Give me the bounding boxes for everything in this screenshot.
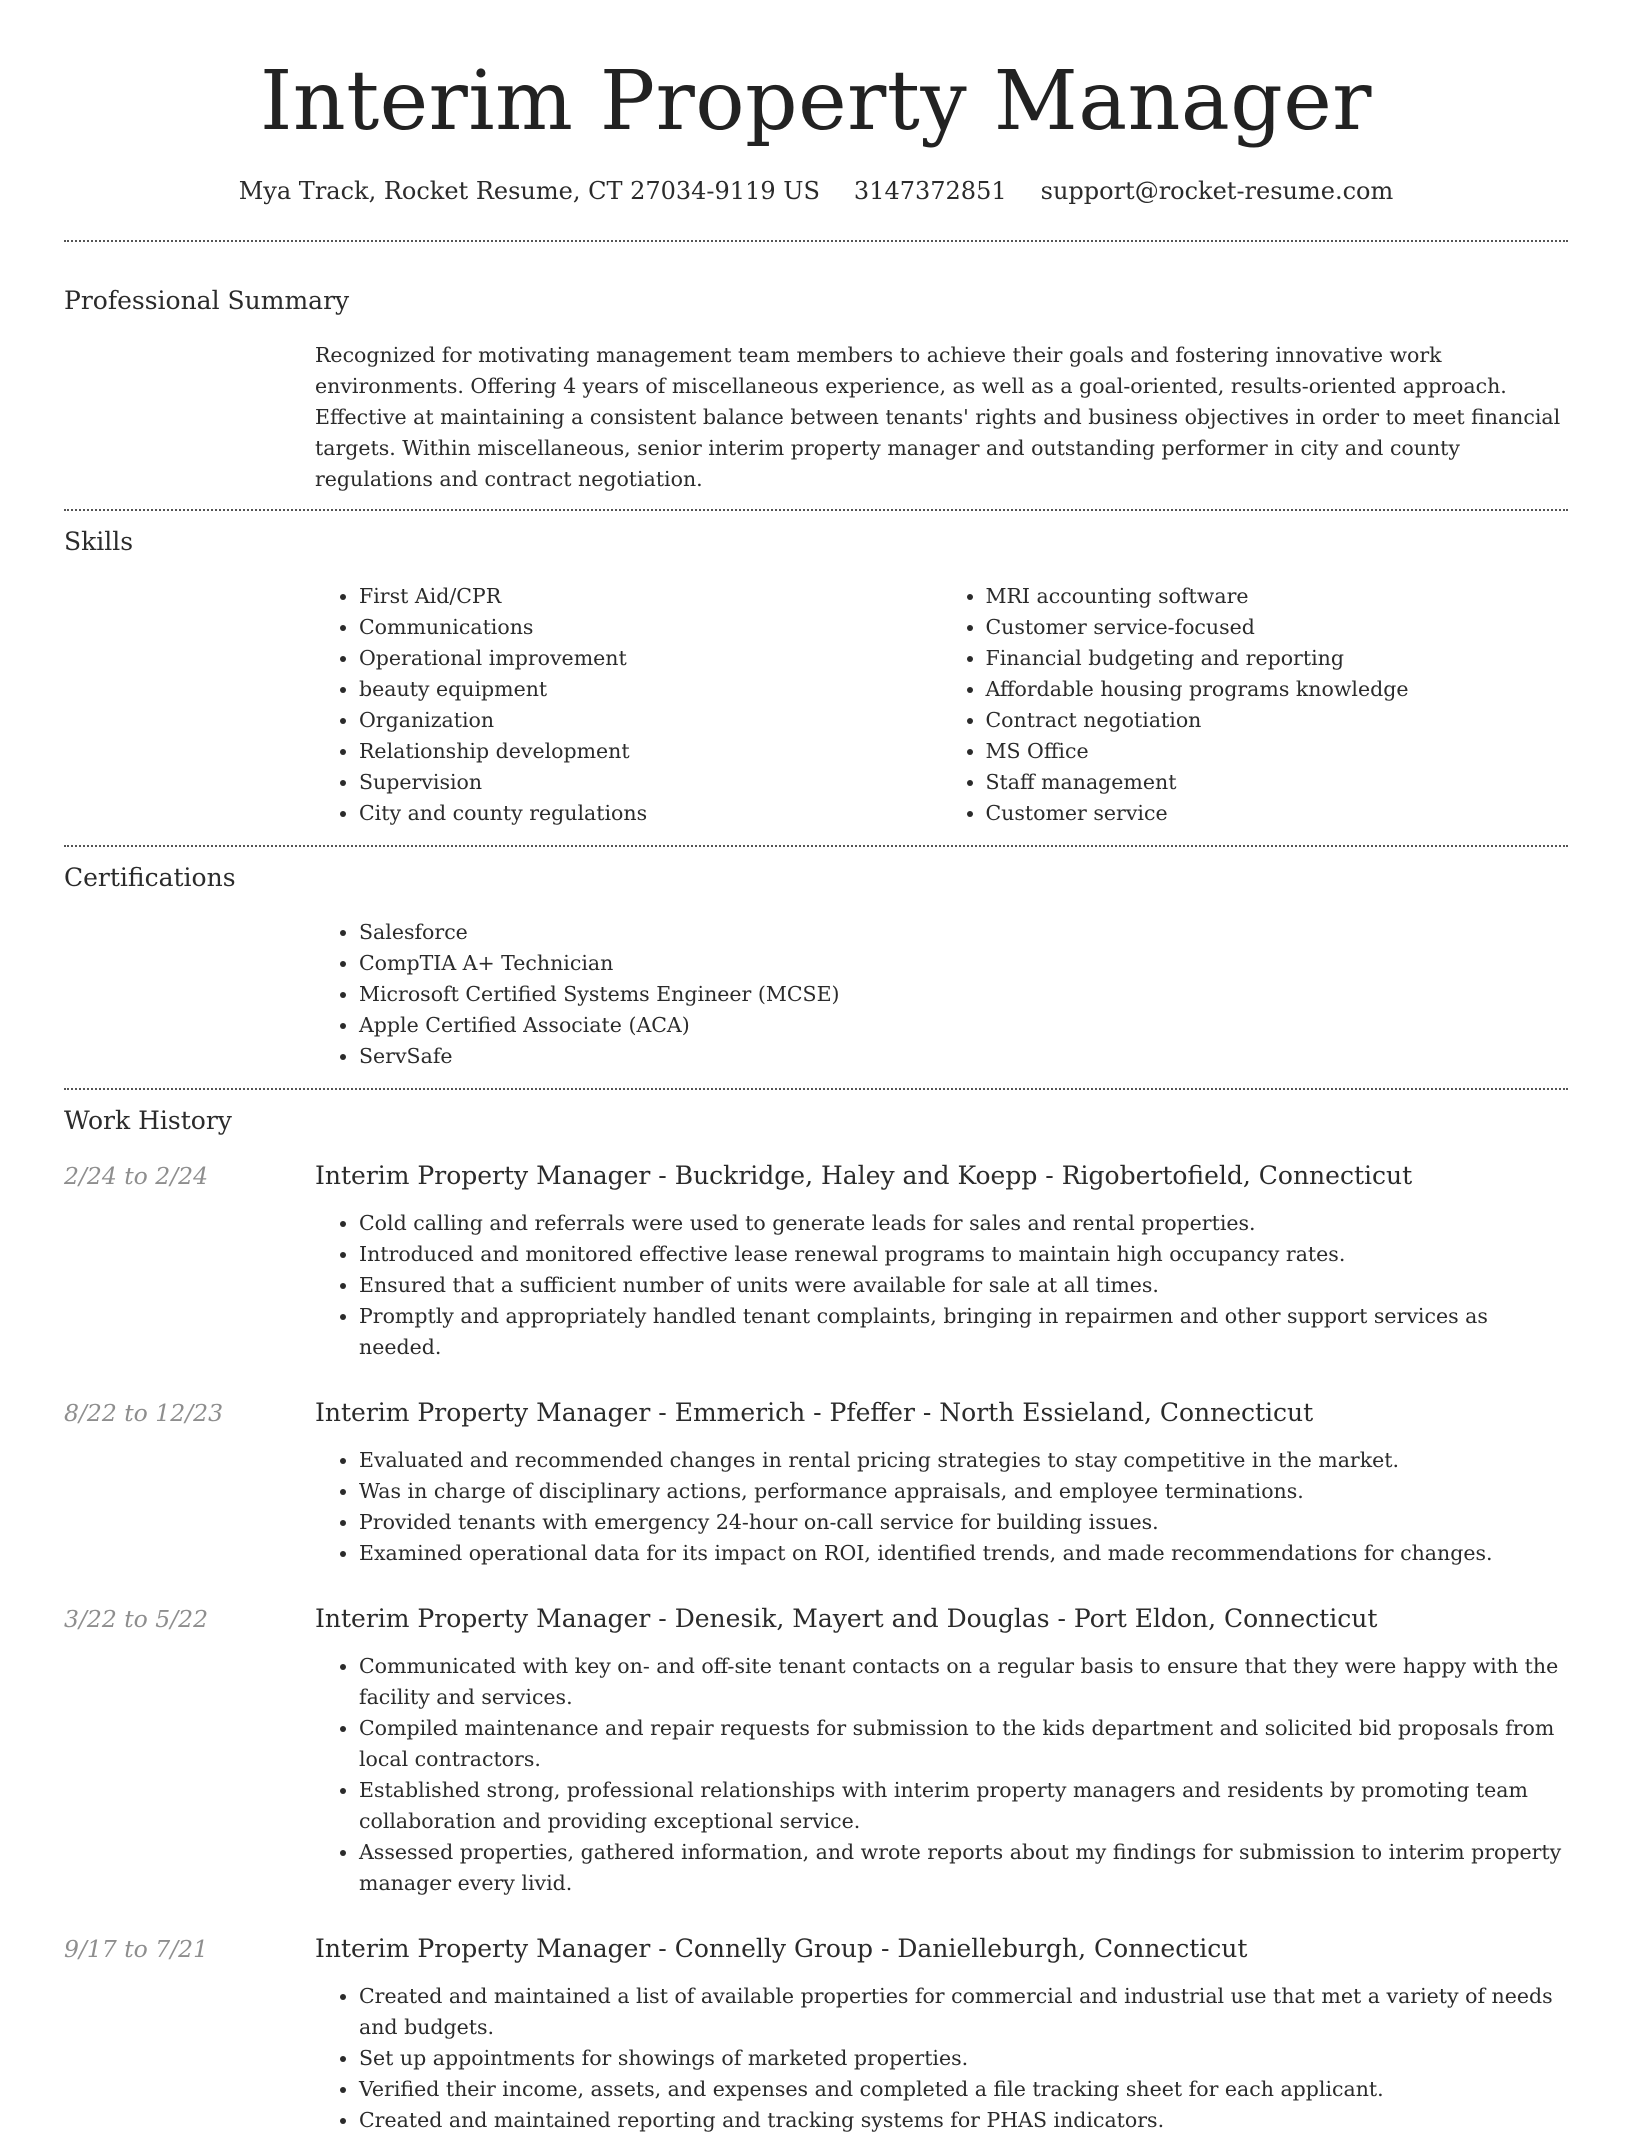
job-bullet: • Was in charge of disciplinary actions, performance appraisals, and employee terminations. bbox=[359, 1476, 1568, 1507]
summary-text: Recognized for motivating management team members to achieve their goals and fostering innovative work environments. Offering 4 years of miscellaneous experience, as well as a goal-oriented, results-oriented approach. Effective at maintaining a consistent balance between tenants' rights and business objectives in order to meet financial targets. Within miscellaneous, senior interim property manager and outstanding performer in city and county regulations and contract negotiation. bbox=[315, 343, 1561, 491]
job-bullet: • Assessed properties, gathered information, and wrote reports about my findings for submission to interim property manager every livid. bbox=[359, 1837, 1568, 1899]
job-bullets bbox=[315, 1445, 1568, 1569]
skill-item: • City and county regulations bbox=[359, 798, 942, 829]
certification-item: • Microsoft Certified Systems Engineer (MCSE) bbox=[359, 979, 1568, 1010]
job-body bbox=[315, 1603, 1568, 1899]
job-bullet: • Established strong, professional relationships with interim property managers and residents by promoting team collaboration and providing exceptional service. bbox=[359, 1775, 1568, 1837]
resume-page bbox=[64, 0, 1568, 2136]
skills-column-left bbox=[315, 581, 942, 829]
job-entry bbox=[64, 1397, 1568, 1569]
skill-item: • Financial budgeting and reporting bbox=[986, 643, 1569, 674]
work-history-heading: Work History bbox=[64, 1106, 232, 1135]
job-bullet: • Ensured that a sufficient number of units were available for sale at all times. bbox=[359, 1270, 1568, 1301]
job-entry bbox=[64, 1603, 1568, 1899]
certification-item: • Apple Certified Associate (ACA) bbox=[359, 1010, 1568, 1041]
job-title: Interim Property Manager - Emmerich - Pfeffer - North Essieland, Connecticut bbox=[315, 1398, 1314, 1427]
contact-email: support@rocket-resume.com bbox=[1040, 177, 1394, 205]
job-bullet: • Created and maintained reporting and tracking systems for PHAS indicators. bbox=[359, 2105, 1568, 2136]
skill-item: • MS Office bbox=[986, 736, 1569, 767]
certifications-bullets bbox=[315, 917, 1568, 1072]
job-title: Interim Property Manager - Denesik, Mayert and Douglas - Port Eldon, Connecticut bbox=[315, 1604, 1378, 1633]
job-bullet: • Introduced and monitored effective lease renewal programs to maintain high occupancy rates. bbox=[359, 1239, 1568, 1270]
summary-heading: Professional Summary bbox=[64, 286, 350, 315]
skill-item: • First Aid/CPR bbox=[359, 581, 942, 612]
job-bullets bbox=[315, 1208, 1568, 1363]
job-bullet: • Compiled maintenance and repair requests for submission to the kids department and solicited bid proposals from local contractors. bbox=[359, 1713, 1568, 1775]
skill-item: • Contract negotiation bbox=[986, 705, 1569, 736]
skill-item: • Customer service-focused bbox=[986, 612, 1569, 643]
skill-item: • Organization bbox=[359, 705, 942, 736]
job-entry bbox=[64, 1160, 1568, 1363]
work-history-section bbox=[64, 1090, 1568, 2136]
contact-address: Mya Track, Rocket Resume, CT 27034-9119 US bbox=[238, 177, 820, 205]
job-bullet: • Promptly and appropriately handled tenant complaints, bringing in repairmen and other support services as needed. bbox=[359, 1301, 1568, 1363]
skill-item: • Customer service bbox=[986, 798, 1569, 829]
job-bullet: • Cold calling and referrals were used to generate leads for sales and rental properties. bbox=[359, 1208, 1568, 1239]
skills-section bbox=[64, 511, 1568, 829]
job-bullet: • Communicated with key on- and off-site tenant contacts on a regular basis to ensure that they were happy with the facility and services. bbox=[359, 1651, 1568, 1713]
contact-phone: 3147372851 bbox=[853, 177, 1007, 205]
job-bullets bbox=[315, 1651, 1568, 1899]
certifications-list bbox=[315, 917, 1568, 1072]
job-dates: 8/22 to 12/23 bbox=[64, 1399, 224, 1427]
skills-grid bbox=[315, 581, 1568, 829]
skill-item: • Operational improvement bbox=[359, 643, 942, 674]
certifications-section bbox=[64, 847, 1568, 1072]
skill-item: • Communications bbox=[359, 612, 942, 643]
job-bullet: • Evaluated and recommended changes in rental pricing strategies to stay competitive in the market. bbox=[359, 1445, 1568, 1476]
summary-section bbox=[64, 242, 1568, 495]
skills-heading: Skills bbox=[64, 527, 134, 556]
candidate-name: Interim Property Manager bbox=[260, 54, 1372, 149]
certification-item: • CompTIA A+ Technician bbox=[359, 948, 1568, 979]
contact-line bbox=[64, 176, 1568, 206]
job-dates: 3/22 to 5/22 bbox=[64, 1605, 209, 1633]
job-title: Interim Property Manager - Connelly Group - Danielleburgh, Connecticut bbox=[315, 1934, 1248, 1963]
skill-item: • Supervision bbox=[359, 767, 942, 798]
job-bullet: • Set up appointments for showings of marketed properties. bbox=[359, 2043, 1568, 2074]
skill-item: • Relationship development bbox=[359, 736, 942, 767]
skills-column-right bbox=[942, 581, 1569, 829]
job-entry bbox=[64, 1933, 1568, 2136]
job-bullet: • Created and maintained a list of available properties for commercial and industrial use that met a variety of needs and budgets. bbox=[359, 1981, 1568, 2043]
job-body bbox=[315, 1933, 1568, 2136]
certifications-heading: Certifications bbox=[64, 863, 236, 892]
job-dates: 2/24 to 2/24 bbox=[64, 1162, 209, 1190]
certification-item: • Salesforce bbox=[359, 917, 1568, 948]
job-body bbox=[315, 1160, 1568, 1363]
skill-item: • Affordable housing programs knowledge bbox=[986, 674, 1569, 705]
job-bullet: • Provided tenants with emergency 24-hour on-call service for building issues. bbox=[359, 1507, 1568, 1538]
job-body bbox=[315, 1397, 1568, 1569]
certification-item: • ServSafe bbox=[359, 1041, 1568, 1072]
job-bullet: • Verified their income, assets, and expenses and completed a file tracking sheet for each applicant. bbox=[359, 2074, 1568, 2105]
job-dates: 9/17 to 7/21 bbox=[64, 1935, 209, 1963]
skill-item: • MRI accounting software bbox=[986, 581, 1569, 612]
job-title: Interim Property Manager - Buckridge, Haley and Koepp - Rigobertofield, Connecticut bbox=[315, 1161, 1413, 1190]
job-bullet: • Examined operational data for its impact on ROI, identified trends, and made recommendations for changes. bbox=[359, 1538, 1568, 1569]
skill-item: • beauty equipment bbox=[359, 674, 942, 705]
skill-item: • Staff management bbox=[986, 767, 1569, 798]
job-bullets bbox=[315, 1981, 1568, 2136]
